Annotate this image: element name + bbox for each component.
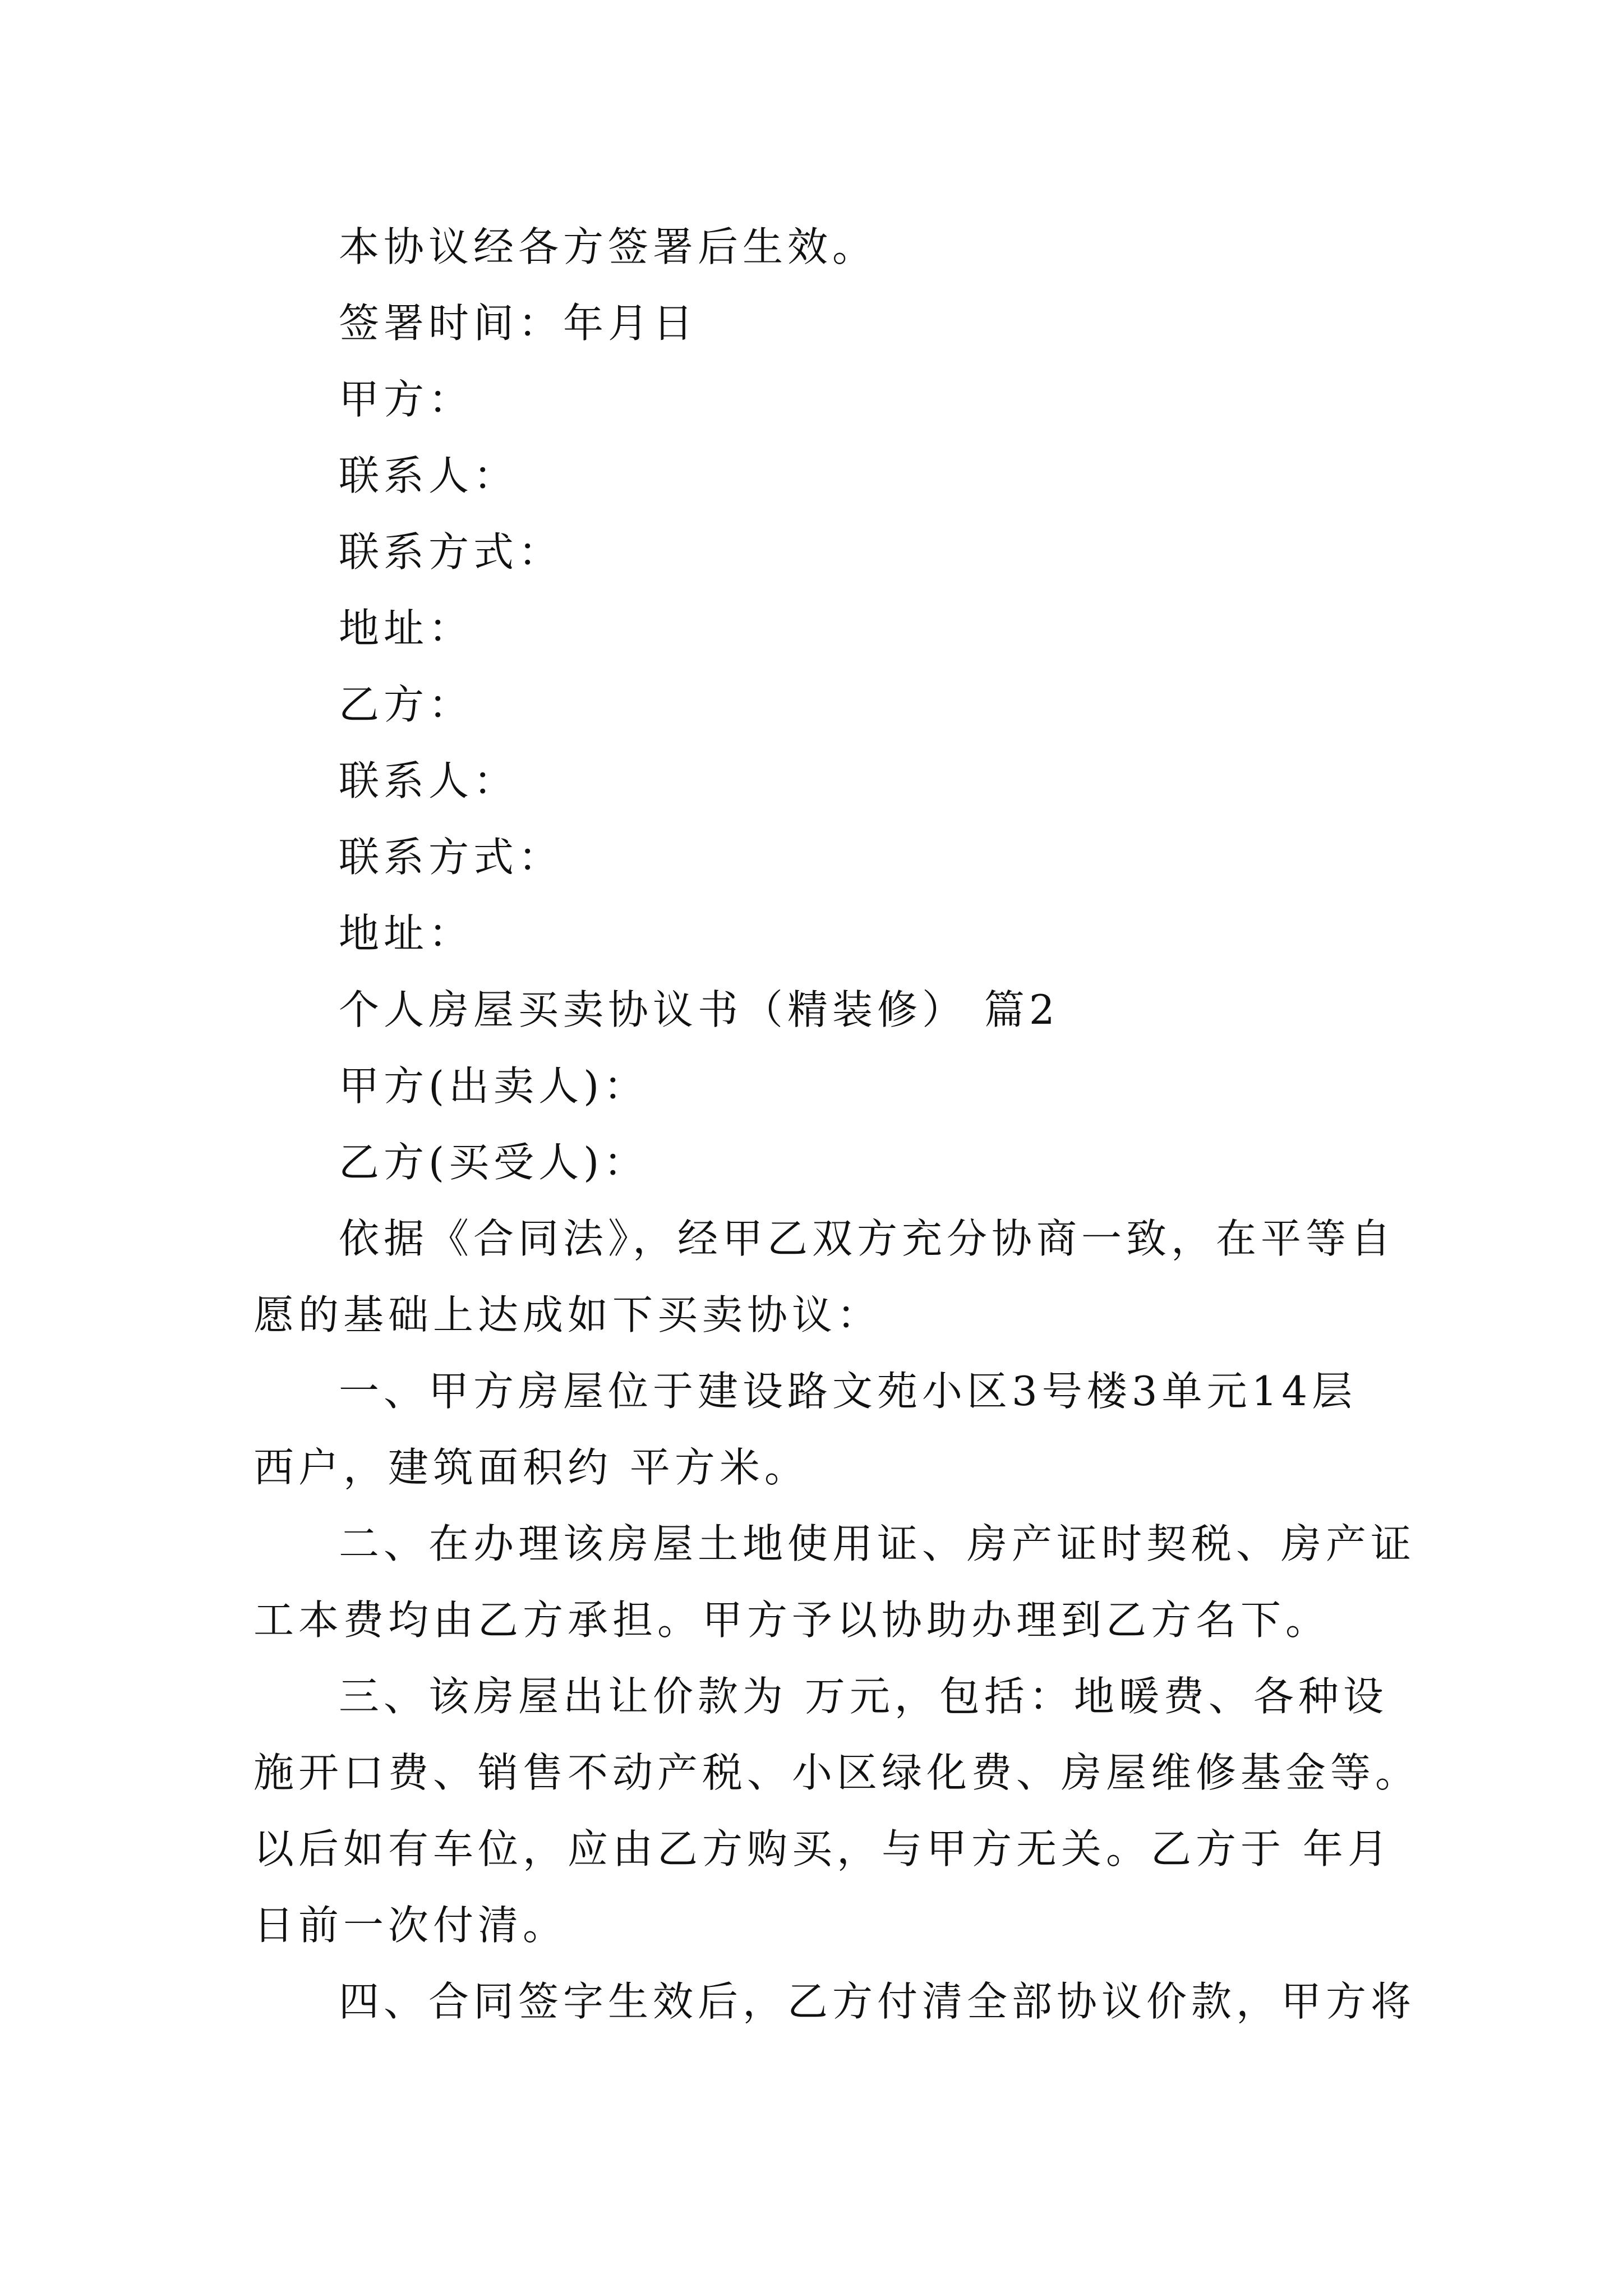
- party-a-address: 地址：: [339, 605, 474, 652]
- party-b-label: 乙方：: [339, 681, 474, 728]
- paragraph-line: 以后如有车位，应由乙方购买，与甲方无关。乙方于 年月: [253, 1825, 1393, 1872]
- paragraph-line: 依据《合同法》，经甲乙双方充分协商一致，在平等自: [339, 1215, 1396, 1262]
- paragraph-line: 二、在办理该房屋土地使用证、房产证时契税、房产证: [339, 1520, 1416, 1567]
- buyer-label: 乙方(买受人)：: [339, 1139, 649, 1186]
- party-a-contact-method: 联系方式：: [339, 528, 564, 576]
- paragraph-line: 四、合同签字生效后，乙方付清全部协议价款，甲方将: [339, 1978, 1416, 2025]
- party-b-contact-person: 联系人：: [339, 757, 519, 804]
- paragraph-clause-3: [253, 1658, 1421, 1963]
- party-a-label: 甲方：: [339, 376, 474, 423]
- paragraph-line: 三、该房屋出让价款为 万元，包括：地暖费、各种设: [339, 1673, 1388, 1720]
- paragraph-line: 愿的基础上达成如下买卖协议：: [253, 1291, 882, 1338]
- section-title: 个人房屋买卖协议书（精装修） 篇2: [339, 986, 1059, 1033]
- paragraph-clause-1: [253, 1353, 1375, 1506]
- party-a-contact-person: 联系人：: [339, 452, 519, 499]
- party-b-address: 地址：: [339, 910, 474, 957]
- paragraph-line: 日前一次付清。: [253, 1902, 568, 1949]
- signing-date: 签署时间：年月日: [339, 300, 698, 347]
- seller-label: 甲方(出卖人)：: [339, 1062, 649, 1110]
- effective-clause: 本协议经各方签署后生效。: [339, 223, 878, 270]
- party-b-contact-method: 联系方式：: [339, 834, 564, 881]
- paragraph-line: 西户，建筑面积约 平方米。: [253, 1444, 809, 1491]
- paragraph-line: 一、甲方房屋位于建设路文苑小区3号楼3单元14层: [339, 1368, 1357, 1415]
- paragraph-clause-4: [253, 1963, 1416, 2040]
- paragraph-intro: [253, 1200, 1396, 1353]
- paragraph-line: 工本费均由乙方承担。甲方予以协助办理到乙方名下。: [253, 1596, 1331, 1644]
- paragraph-line: 施开口费、销售不动产税、小区绿化费、房屋维修基金等。: [253, 1749, 1421, 1796]
- document-body: [253, 209, 1421, 2040]
- paragraph-clause-2: [253, 1506, 1416, 1658]
